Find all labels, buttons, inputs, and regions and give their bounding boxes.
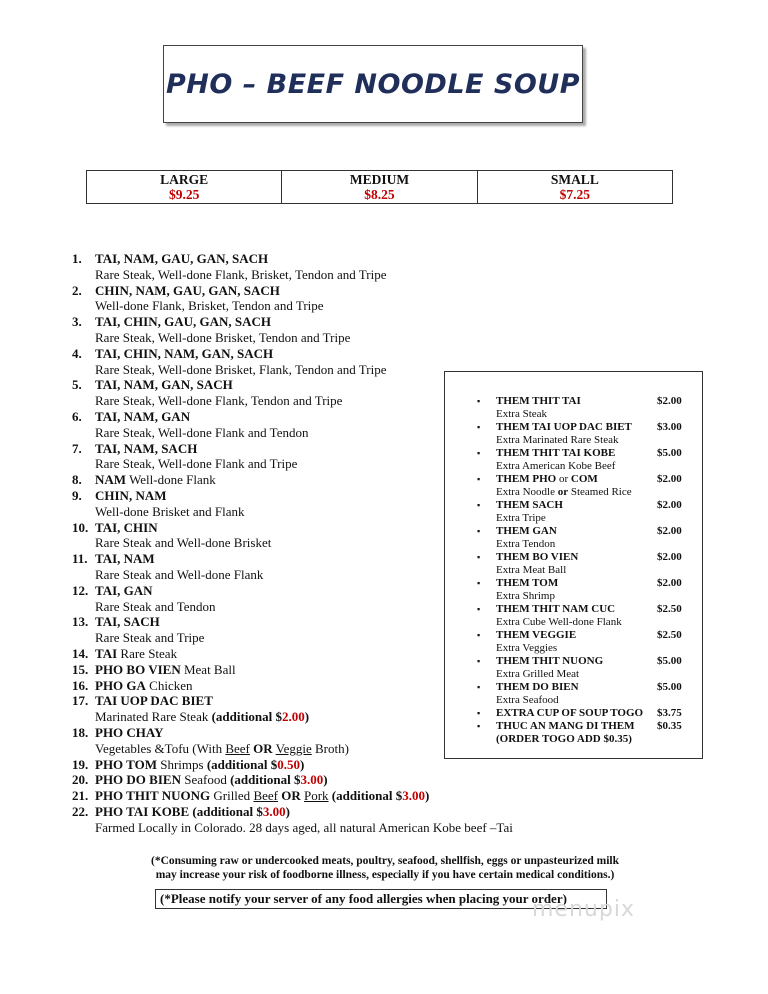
additional-suffix: ) [285, 803, 290, 819]
extra-price: $2.50 [657, 603, 682, 615]
additional-price: 3.00 [262, 803, 286, 819]
extra-name: THEM SACH [496, 499, 563, 511]
item-desc: Rare Steak and Well-done Flank [95, 566, 264, 582]
item-inline-desc: Meat Ball [183, 661, 236, 677]
item-desc: Farmed Locally in Colorado. 28 days aged, all natural American Kobe beef –Tai [95, 819, 513, 835]
item-name: PHO GA [95, 677, 146, 693]
extra-item [445, 551, 702, 577]
item-name: TAI, NAM, GAN [95, 408, 191, 424]
item-desc: Rare Steak, Well-done Flank, Brisket, Tendon and Tripe [95, 266, 387, 282]
item-number: 12. [72, 582, 89, 598]
menu-item [72, 788, 542, 804]
additional-suffix: ) [424, 788, 430, 804]
additional-suffix: ) [323, 772, 328, 788]
extra-price: $3.75 [657, 707, 682, 719]
extra-name: THEM PHO [496, 473, 557, 485]
item-name: TAI, SACH [95, 614, 160, 630]
item-name: PHO CHAY [95, 724, 164, 740]
extra-desc: Extra Grilled Meat [496, 668, 580, 680]
item-number: 19. [72, 756, 89, 772]
extra-price: $5.00 [657, 681, 682, 693]
extra-desc: Extra Noodle [496, 486, 555, 498]
extra-name: THUC AN MANG DI THEM [496, 720, 635, 732]
extra-price: $2.00 [657, 499, 682, 511]
item-number: 4. [72, 345, 82, 361]
extra-price: $2.00 [657, 551, 682, 563]
additional-suffix: ) [304, 709, 310, 725]
extra-price: $3.00 [657, 421, 682, 433]
item-inline-desc: Grilled [213, 788, 251, 804]
item-number: 3. [72, 314, 82, 330]
item-number: 11. [72, 551, 88, 567]
item-inline-desc: Well-done Flank [129, 472, 216, 488]
item-desc: Rare Steak, Well-done Brisket, Flank, Tendon and Tripe [95, 361, 387, 377]
broth-option: Veggie [275, 740, 312, 756]
extra-desc-2: Steamed Rice [570, 486, 632, 498]
item-name: TAI, NAM, GAN, SACH [95, 377, 233, 393]
item-inline-desc: Shrimps [160, 756, 204, 772]
item-inline-desc: Rare Steak [120, 645, 178, 661]
item-name: TAI, CHIN [95, 519, 158, 535]
extra-name: THEM THIT TAI [496, 395, 581, 407]
extra-name: THEM THIT NAM CUC [496, 603, 616, 615]
menu-item [72, 283, 542, 315]
bullet-icon: ▪ [477, 396, 481, 406]
meat-option: Pork [303, 788, 329, 804]
extra-name: THEM TOM [496, 577, 559, 589]
extra-price: $2.00 [657, 577, 682, 589]
bullet-icon: ▪ [477, 630, 481, 640]
item-number: 5. [72, 377, 82, 393]
item-number: 15. [72, 661, 89, 677]
allergy-notice: (*Please notify your server of any food allergies when placing your order) [155, 889, 607, 909]
item-desc: Rare Steak, Well-done Flank and Tendon [95, 424, 309, 440]
item-number: 1. [72, 251, 82, 266]
extra-item [445, 707, 702, 720]
item-name: PHO THIT NUONG [95, 788, 211, 804]
extra-price: $2.00 [657, 473, 682, 485]
additional-price: 2.00 [282, 709, 305, 725]
item-number: 6. [72, 408, 82, 424]
bullet-icon: ▪ [477, 682, 481, 692]
item-desc: Vegetables &Tofu (With [95, 740, 223, 756]
additional-prefix: (additional $ [211, 709, 283, 725]
item-desc: Rare Steak and Tripe [95, 630, 205, 646]
bullet-icon: ▪ [477, 721, 481, 731]
size-price: $8.25 [364, 187, 395, 202]
additional-suffix: ) [300, 756, 305, 772]
notice-line: may increase your risk of foodborne illness, especially if you have certain medical conditions.) [155, 869, 615, 881]
item-name: PHO BO VIEN [95, 661, 181, 677]
bullet-icon: ▪ [477, 604, 481, 614]
extra-name: THEM GAN [496, 525, 557, 537]
item-desc: Well-done Brisket and Flank [95, 503, 245, 519]
extra-item [445, 577, 702, 603]
size-large [87, 171, 282, 203]
item-name: CHIN, NAM, GAU, GAN, SACH [95, 282, 280, 298]
notice-line: (*Consuming raw or undercooked meats, poultry, seafood, shellfish, eggs or unpasteurized milk [150, 855, 620, 867]
watermark-logo: menupix [532, 897, 635, 922]
item-number: 10. [72, 519, 89, 535]
extra-desc: Extra Cube Well-done Flank [496, 616, 622, 628]
extra-name: THEM TAI UOP DAC BIET [496, 421, 632, 433]
extra-item [445, 499, 702, 525]
item-name: TAI, NAM [95, 551, 155, 567]
extra-name: THEM BO VIEN [496, 551, 579, 563]
meat-option: Beef [253, 788, 278, 804]
broth-option: Beef [225, 740, 250, 756]
extra-item [445, 447, 702, 473]
item-desc: Rare Steak and Tendon [95, 598, 216, 614]
item-desc: Well-done Flank, Brisket, Tendon and Tripe [95, 298, 324, 314]
or-word: OR [281, 788, 301, 804]
extra-price: $0.35 [657, 720, 682, 732]
bullet-icon: ▪ [477, 526, 481, 536]
item-inline-desc: Seafood [184, 772, 227, 788]
item-name: TAI [95, 645, 118, 661]
extra-price: $2.00 [657, 395, 682, 407]
extra-item [445, 655, 702, 681]
item-name: NAM [95, 472, 127, 488]
menu-item [72, 314, 542, 346]
bullet-icon: ▪ [477, 552, 481, 562]
extra-item [445, 421, 702, 447]
extra-name: THEM DO BIEN [496, 681, 579, 693]
item-name: PHO TOM [95, 756, 157, 772]
additional-prefix: (additional $ [230, 772, 301, 788]
item-number: 16. [72, 677, 89, 693]
bullet-icon: ▪ [477, 422, 481, 432]
item-name: TAI, CHIN, NAM, GAN, SACH [95, 345, 274, 361]
extra-item [445, 603, 702, 629]
item-inline-desc: Chicken [149, 677, 193, 693]
extra-name-or: or [558, 473, 569, 485]
extra-name: EXTRA CUP OF SOUP TOGO [496, 707, 644, 719]
item-desc: Rare Steak and Well-done Brisket [95, 535, 272, 551]
extra-price: $5.00 [657, 447, 682, 459]
extra-desc-or: or [557, 486, 569, 498]
item-number: 7. [72, 440, 82, 456]
item-number: 22. [72, 803, 89, 819]
bullet-icon: ▪ [477, 474, 481, 484]
additional-prefix: (additional $ [331, 788, 403, 804]
additional-price: 3.00 [402, 788, 425, 804]
item-name: TAI, NAM, GAU, GAN, SACH [95, 251, 269, 266]
additional-price: 0.50 [277, 756, 301, 772]
size-small [478, 171, 672, 203]
menu-item [72, 772, 542, 788]
extra-name: THEM THIT NUONG [496, 655, 604, 667]
bullet-icon: ▪ [477, 656, 481, 666]
page-title: PHO – BEEF NOODLE SOUP [165, 68, 581, 100]
item-name: PHO TAI KOBE [95, 803, 190, 819]
item-desc: Rare Steak, Well-done Flank and Tripe [95, 456, 298, 472]
additional-price: 3.00 [300, 772, 324, 788]
bullet-icon: ▪ [477, 708, 481, 718]
item-desc: Marinated Rare Steak [95, 709, 209, 725]
menu-item [72, 804, 542, 836]
extra-price: $2.00 [657, 525, 682, 537]
item-number: 9. [72, 487, 82, 503]
item-desc: Rare Steak, Well-done Brisket, Tendon and Tripe [95, 329, 351, 345]
item-desc: Rare Steak, Well-done Flank, Tendon and Tripe [95, 393, 343, 409]
extra-desc: (ORDER TOGO ADD $0.35) [496, 733, 632, 745]
extra-item [445, 525, 702, 551]
bullet-icon: ▪ [477, 578, 481, 588]
extra-price: $2.50 [657, 629, 682, 641]
extra-desc: Extra Veggies [496, 642, 558, 654]
item-number: 17. [72, 693, 89, 709]
extra-desc: Extra Seafood [496, 694, 559, 706]
item-name: TAI, CHIN, GAU, GAN, SACH [95, 314, 271, 330]
extras-box [444, 371, 703, 759]
extra-item [445, 629, 702, 655]
extra-name: THEM VEGGIE [496, 629, 577, 641]
size-label: SMALL [550, 172, 599, 187]
additional-prefix: (additional $ [192, 803, 263, 819]
title-box [163, 45, 583, 123]
item-name: TAI, NAM, SACH [95, 440, 198, 456]
size-medium [282, 171, 477, 203]
extra-desc: Extra Shrimp [496, 590, 555, 602]
extra-item [445, 720, 702, 746]
item-number: 21. [72, 788, 89, 804]
bullet-icon: ▪ [477, 448, 481, 458]
item-number: 2. [72, 282, 82, 298]
item-number: 8. [72, 472, 82, 488]
size-label: MEDIUM [349, 172, 410, 187]
extra-name: THEM THIT TAI KOBE [496, 447, 616, 459]
item-name: PHO DO BIEN [95, 772, 181, 788]
size-label: LARGE [160, 172, 209, 187]
extra-desc: Extra Tripe [496, 512, 546, 524]
extra-item [445, 681, 702, 707]
item-name: TAI UOP DAC BIET [95, 693, 213, 709]
extra-desc: Extra Steak [496, 408, 548, 420]
broth-end: Broth) [315, 740, 349, 756]
item-name: CHIN, NAM [95, 487, 167, 503]
bullet-icon: ▪ [477, 500, 481, 510]
or-word: OR [253, 740, 273, 756]
extra-name-2: COM [570, 473, 598, 485]
extra-desc: Extra Tendon [496, 538, 556, 550]
extra-desc: Extra Meat Ball [496, 564, 567, 576]
item-number: 14. [72, 645, 89, 661]
extra-desc: Extra Marinated Rare Steak [496, 434, 619, 446]
size-price: $9.25 [168, 187, 200, 202]
item-number: 13. [72, 614, 89, 630]
extra-item [445, 473, 702, 499]
item-name: TAI, GAN [95, 582, 153, 598]
size-price: $7.25 [559, 187, 590, 202]
menu-item [72, 251, 542, 283]
extra-item [445, 395, 702, 421]
size-price-table [86, 170, 673, 204]
item-number: 20. [72, 772, 89, 788]
extra-price: $5.00 [657, 655, 682, 667]
food-safety-notice [60, 854, 710, 882]
additional-prefix: (additional $ [206, 756, 278, 772]
extra-desc: Extra American Kobe Beef [496, 460, 616, 472]
item-number: 18. [72, 724, 89, 740]
